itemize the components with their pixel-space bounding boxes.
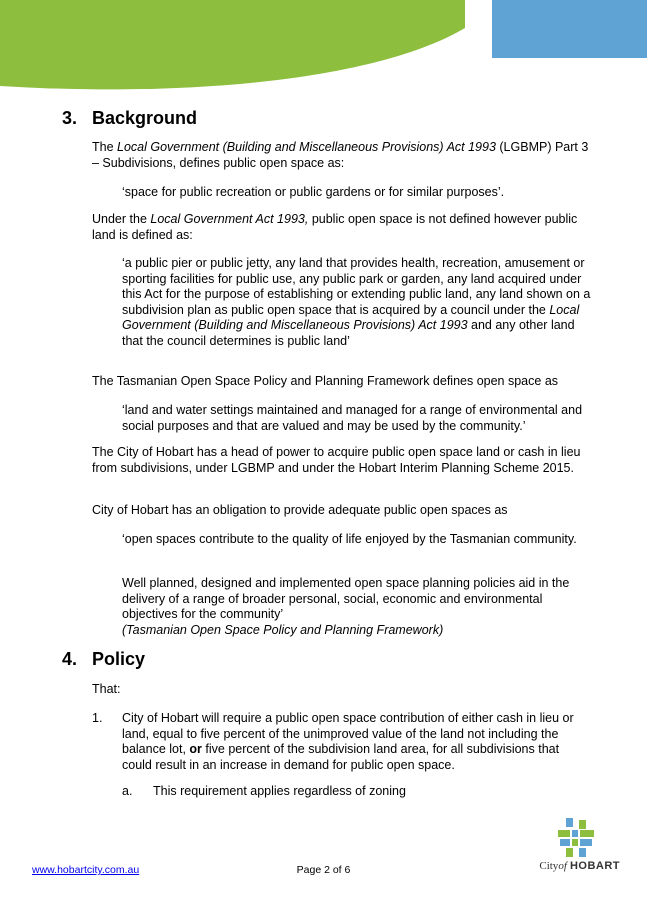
city-of-hobart-logo-text: Cityof HOBART — [539, 860, 620, 872]
section-number: 4. — [62, 649, 78, 669]
city-of-hobart-logo-icon — [556, 818, 596, 858]
act-title: Local Government (Building and Miscellaneous Provisions) Act 1993 — [122, 302, 580, 333]
background-paragraph-4: The City of Hobart has a head of power to acquire public open space land or cash in lieu from subdivisions, under LGBMP and under the Hobart Interim Planning Scheme 2015. — [92, 445, 581, 475]
section-number: 3. — [62, 108, 78, 128]
policy-item-1: City of Hobart will require a public open space contribution of either cash in lieu or land, equal to five percent of the unimproved value of the land not including the balance lot, or five percent of the subdivision land area, for all subdivisions that could result in an increase in demand for public open space. — [122, 711, 574, 772]
quote-public-land: ‘a public pier or public jetty, any land that provides health, recreation, amusement or sporting facilities for public use, any public park or garden, any land acquired under this Act for the purpose of establishing or extending public land, any land shown on a subdivision plan as public open space that is acquired by a council under the Local Government (Building and Miscellaneous Provisions) Act 1993 and any other land that the council determines is public land’ — [122, 256, 591, 348]
quote-open-space-framework: ‘land and water settings maintained and managed for a range of environmental and social purposes and that are valued and may be used by the community.’ — [122, 403, 583, 433]
quote-quality-of-life: ‘open spaces contribute to the quality of life enjoyed by the Tasmanian community. — [122, 532, 577, 546]
list-item-number: 1. — [92, 711, 103, 725]
background-paragraph-3: The Tasmanian Open Space Policy and Planning Framework defines open space as — [92, 374, 559, 388]
header-blue-block — [492, 0, 647, 58]
sub-item-letter: a. — [122, 784, 133, 798]
header-banner — [0, 0, 647, 95]
page-number: Page 2 of 6 — [296, 864, 351, 876]
quote-planning-policies: Well planned, designed and implemented open space planning policies aid in the delivery of a range of broader personal, social, economic and environmental objectives for the community’ (Tasmanian Open Space Policy and Planning Framework) — [122, 576, 570, 637]
policy-intro: That: — [92, 682, 121, 696]
section-title: Background — [92, 108, 198, 128]
background-paragraph-1: The Local Government (Building and Miscellaneous Provisions) Act 1993 (LGBMP) Part 3 – Subdivisions, defines public open space as: — [92, 140, 589, 170]
act-title: Local Government (Building and Miscellaneous Provisions) Act 1993 — [117, 140, 496, 154]
quote-source: (Tasmanian Open Space Policy and Planning Framework) — [122, 622, 444, 637]
background-paragraph-5: City of Hobart has an obligation to provide adequate public open spaces as — [92, 503, 508, 517]
quote-public-open-space: ‘space for public recreation or public gardens or for similar purposes’. — [122, 185, 505, 199]
background-paragraph-2: Under the Local Government Act 1993, public open space is not defined however public land is defined as: — [92, 212, 578, 242]
policy-item-1a: This requirement applies regardless of zoning — [153, 784, 406, 798]
section-heading-background — [62, 107, 197, 129]
section-heading-policy — [62, 648, 145, 670]
footer-website-link[interactable]: www.hobartcity.com.au — [32, 864, 140, 876]
section-title: Policy — [92, 649, 146, 669]
act-title: Local Government Act 1993, — [150, 212, 309, 226]
header-green-swoosh — [0, 0, 465, 89]
